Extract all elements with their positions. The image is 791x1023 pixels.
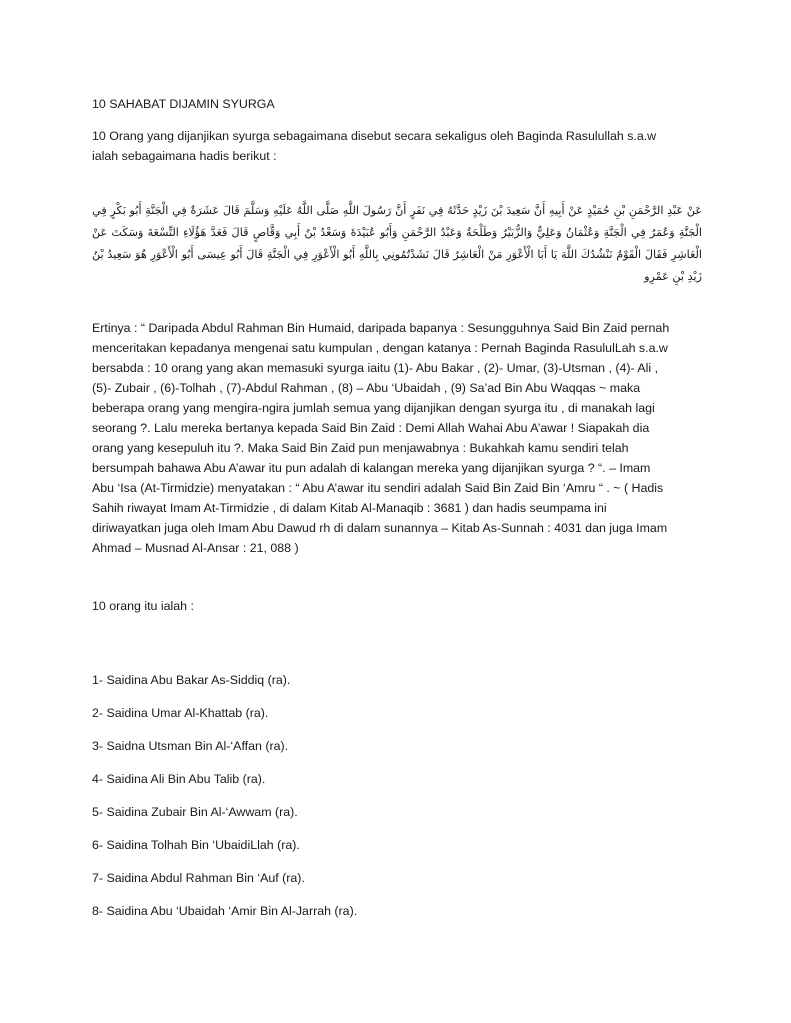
list-item: 1- Saidina Abu Bakar As-Siddiq (ra). — [92, 673, 291, 687]
list-heading: 10 orang itu ialah : — [92, 599, 194, 613]
list-item: 7- Saidina Abdul Rahman Bin ‘Auf (ra). — [92, 871, 305, 885]
list-item: 5- Saidina Zubair Bin Al-‘Awwam (ra). — [92, 805, 298, 819]
list-item: 3- Saidna Utsman Bin Al-‘Affan (ra). — [92, 739, 289, 753]
intro-paragraph: 10 Orang yang dijanjikan syurga sebagaimana disebut secara sekaligus oleh Baginda Rasulullah s.a.w ialah sebagaimana hadis berikut : — [92, 129, 657, 163]
sahabat-list — [92, 670, 702, 921]
document-title: 10 SAHABAT DIJAMIN SYURGA — [92, 97, 275, 111]
list-item: 2- Saidina Umar Al-Khattab (ra). — [92, 706, 269, 720]
document-body — [92, 94, 702, 934]
arabic-hadith-text: عَنْ عَبْدِ الرَّحْمَنِ بْنِ حُمَيْدٍ عَنْ أَبِيهِ أَنَّ سَعِيدَ بْنَ زَيْدٍ حَدَّثَهُ فِي نَفَرٍ أَنَّ رَسُولَ اللَّهِ صَلَّى اللَّهُ عَلَيْهِ وَسَلَّمَ قَالَ عَشَرَةٌ فِي الْجَنَّةِ أَبُو بَكْرٍ فِي الْجَنَّةِ وَعُمَرُ فِي الْجَنَّةِ وَعُثْمَانُ وَعَلِيٌّ وَالزُّبَيْرُ وَطَلْحَةُ وَعَبْدُ الرَّحْمَنِ وَأَبُو عُبَيْدَةَ وَسَعْدُ بْنُ أَبِي وَقَّاصٍ قَالَ فَعَدَّ هَؤُلَاءِ التِّسْعَةَ وَسَكَتَ عَنْ الْعَاشِرِ فَقَالَ الْقَوْمُ نَنْشُدُكَ اللَّهَ يَا أَبَا الْأَعْوَرِ مَنْ الْعَاشِرُ قَالَ نَشَدْتُمُونِي بِاللَّهِ أَبُو الْأَعْوَرِ فِي الْجَنَّةِ قَالَ أَبُو عِيسَى أَبُو الْأَعْوَرِ هُوَ سَعِيدُ بْنُ زَيْدِ بْنِ عَمْرِو — [92, 204, 702, 283]
list-item: 8- Saidina Abu ‘Ubaidah ‘Amir Bin Al-Jarrah (ra). — [92, 904, 358, 918]
translation-paragraph: Ertinya : “ Daripada Abdul Rahman Bin Humaid, daripada bapanya : Sesungguhnya Said Bin Zaid pernah menceritakan kepadanya mengenai satu kumpulan , dengan katanya : Pernah Baginda RasululLah s.a.w bersabda : 10 orang yang akan memasuki syurga iaitu (1)- Abu Bakar , (2)- Umar, (3)-Utsman , (4)- Ali , (5)- Zubair , (6)-Tolhah , (7)-Abdul Rahman , (8) – Abu ‘Ubaidah , (9) Sa’ad Bin Abu Waqqas ~ maka beberapa orang yang mengira-ngira jumlah semua yang dijanjikan dengan syurga itu , di manakah lagi seorang ?. Lalu mereka bertanya kepada Said Bin Zaid : Demi Allah Wahai Abu A’awar ! Siapakah dia orang yang kesepuluh itu ?. Maka Said Bin Zaid pun menjawabnya : Bukahkah kamu sendiri telah bersumpah bahawa Abu A’awar itu pun adalah di kalangan mereka yang dijanjikan syurga ? “. – Imam Abu ‘Isa (At-Tirmidzie) menyatakan : “ Abu A’awar itu sendiri adalah Said Bin Zaid Bin ‘Amru “ . ~ ( Hadis Sahih riwayat Imam At-Tirmidzie , di dalam Kitab Al-Manaqib : 3681 ) dan hadis seumpama ini diriwayatkan juga oleh Imam Abu Dawud rh di dalam sunannya – Kitab As-Sunnah : 4031 dan juga Imam Ahmad – Musnad Al-Ansar : 21, 088 ) — [92, 321, 670, 555]
list-item: 4- Saidina Ali Bin Abu Talib (ra). — [92, 772, 266, 786]
list-item: 6- Saidina Tolhah Bin ‘UbaidiLlah (ra). — [92, 838, 300, 852]
